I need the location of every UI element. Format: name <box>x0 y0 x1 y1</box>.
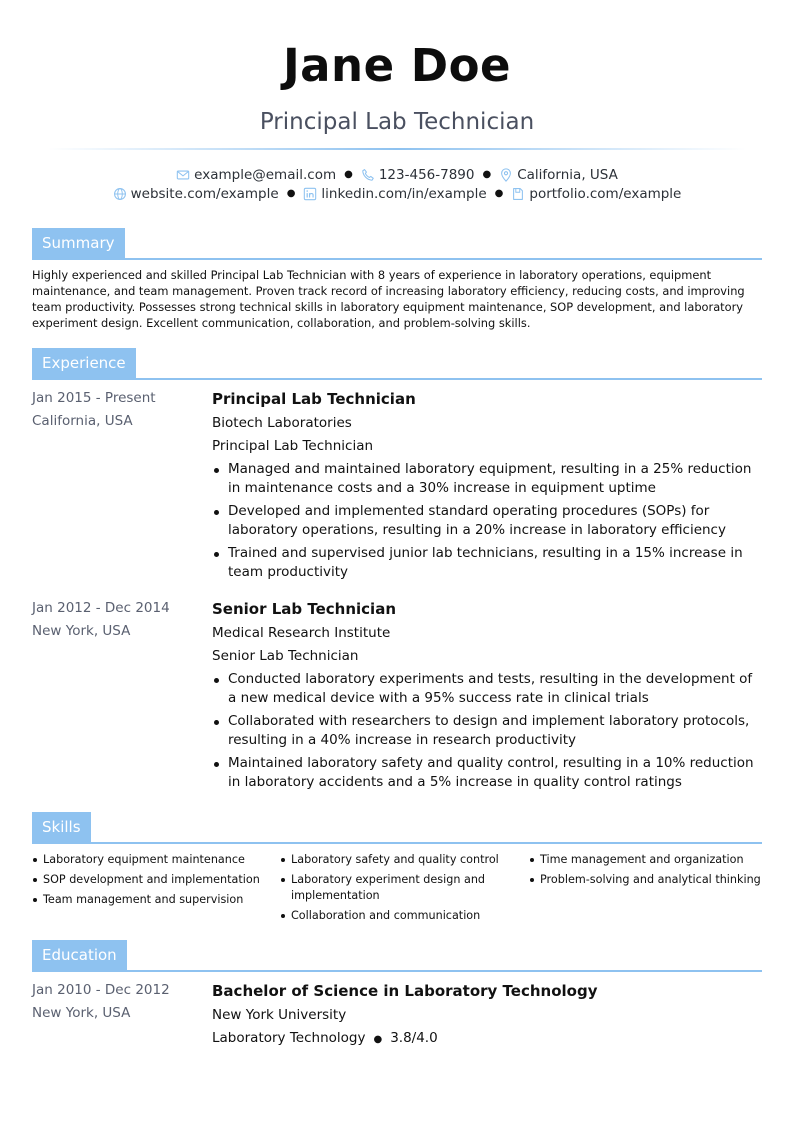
skill-item: Problem-solving and analytical thinking <box>529 872 762 888</box>
contact-email-text: example@email.com <box>194 167 337 183</box>
list-item: Collaborated with researchers to design and implement laboratory protocols, resulting in a 40% increase in research productivity <box>212 712 762 750</box>
skills-column <box>32 852 272 912</box>
section-rule <box>32 258 762 260</box>
contact-location <box>499 166 618 184</box>
candidate-name: Jane Doe <box>282 39 512 92</box>
section-summary-heading <box>32 228 762 260</box>
contact-website-text: website.com/example <box>130 186 279 202</box>
entry-body <box>212 981 762 1049</box>
contact-row-1 <box>0 166 794 184</box>
section-title: Experience <box>32 348 136 378</box>
section-skills-heading <box>32 812 762 844</box>
section-rule <box>32 842 762 844</box>
entry-meta <box>32 599 202 645</box>
summary-text: Highly experienced and skilled Principal Lab Technician with 8 years of experience in laboratory operations, equipment maintenance, and team management. Proven track record of increasing laboratory efficiency, reducing costs, and improving team productivity. Possesses strong technical skills in laboratory equipment maintenance, SOP development, and laboratory experiment design. Excellent communication, collaboration, and problem-solving skills. <box>32 268 745 330</box>
entry-bullets <box>212 670 762 792</box>
entry-title: Principal Lab Technician <box>212 390 416 408</box>
contact-separator: ● <box>286 188 296 199</box>
section-education-heading <box>32 940 762 972</box>
entry-location: California, USA <box>32 413 133 429</box>
section-title: Summary <box>32 228 125 258</box>
contact-website[interactable] <box>113 185 279 203</box>
entry-title: Senior Lab Technician <box>212 600 396 618</box>
list-item: Maintained laboratory safety and quality control, resulting in a 10% reduction in laboratory accidents and a 5% increase in quality control ratings <box>212 754 762 792</box>
contact-linkedin-text: linkedin.com/in/example <box>321 186 487 202</box>
entry-meta <box>32 389 202 435</box>
location-icon <box>499 168 513 182</box>
entry-dates: Jan 2012 - Dec 2014 <box>32 600 170 616</box>
section-rule <box>32 378 762 380</box>
detail-separator: ● <box>373 1034 383 1045</box>
skill-item: Team management and supervision <box>32 892 272 908</box>
contact-separator: ● <box>482 169 492 180</box>
contact-row-2 <box>0 185 794 203</box>
mail-icon <box>176 168 190 182</box>
contact-email[interactable] <box>176 166 336 184</box>
phone-icon <box>361 168 375 182</box>
entry-bullets <box>212 460 762 582</box>
gpa: 3.8/4.0 <box>390 1030 438 1046</box>
entry-dates: Jan 2010 - Dec 2012 <box>32 982 170 998</box>
entry-location: New York, USA <box>32 1005 131 1021</box>
skill-item: Laboratory experiment design and implementation <box>280 872 510 904</box>
list-item: Trained and supervised junior lab technicians, resulting in a 15% increase in team productivity <box>212 544 762 582</box>
skill-item: SOP development and implementation <box>32 872 272 888</box>
contact-portfolio-text: portfolio.com/example <box>529 186 682 202</box>
entry-location: New York, USA <box>32 623 131 639</box>
contact-location-text: California, USA <box>517 167 618 183</box>
contact-portfolio[interactable] <box>511 185 681 203</box>
entry-body <box>212 599 762 796</box>
skills-column <box>280 852 510 928</box>
entry-body <box>212 389 762 586</box>
skill-item: Collaboration and communication <box>280 908 510 924</box>
entry-meta <box>32 981 202 1027</box>
skills-column <box>529 852 762 892</box>
globe-icon <box>113 187 127 201</box>
entry-dates: Jan 2015 - Present <box>32 390 156 406</box>
contact-phone[interactable] <box>361 166 475 184</box>
header-divider <box>48 148 746 150</box>
contact-separator: ● <box>344 169 353 180</box>
list-item: Conducted laboratory experiments and tests, resulting in the development of a new medical device with a 95% success rate in clinical trials <box>212 670 762 708</box>
list-item: Developed and implemented standard operating procedures (SOPs) for laboratory operations, resulting in a 20% increase in laboratory efficiency <box>212 502 762 540</box>
candidate-role: Principal Lab Technician <box>259 109 535 135</box>
entry-company: Medical Research Institute <box>212 625 391 641</box>
degree-title: Bachelor of Science in Laboratory Technology <box>212 982 598 1000</box>
section-title: Education <box>32 940 127 970</box>
list-item: Managed and maintained laboratory equipment, resulting in a 25% reduction in maintenance costs and a 30% increase in equipment uptime <box>212 460 762 498</box>
section-title: Skills <box>32 812 91 842</box>
section-rule <box>32 970 762 972</box>
section-experience-heading <box>32 348 762 380</box>
field-of-study: Laboratory Technology <box>212 1030 366 1046</box>
skill-item: Laboratory safety and quality control <box>280 852 510 868</box>
entry-position: Principal Lab Technician <box>212 438 374 454</box>
entry-position: Senior Lab Technician <box>212 648 359 664</box>
portfolio-icon <box>511 187 525 201</box>
entry-company: Biotech Laboratories <box>212 415 352 431</box>
contact-phone-text: 123-456-7890 <box>378 167 475 183</box>
skill-item: Time management and organization <box>529 852 762 868</box>
contact-separator: ● <box>494 188 504 199</box>
school-name: New York University <box>212 1007 347 1023</box>
linkedin-icon <box>303 187 317 201</box>
contact-linkedin[interactable] <box>303 185 486 203</box>
education-details <box>212 1029 762 1049</box>
skill-item: Laboratory equipment maintenance <box>32 852 272 868</box>
